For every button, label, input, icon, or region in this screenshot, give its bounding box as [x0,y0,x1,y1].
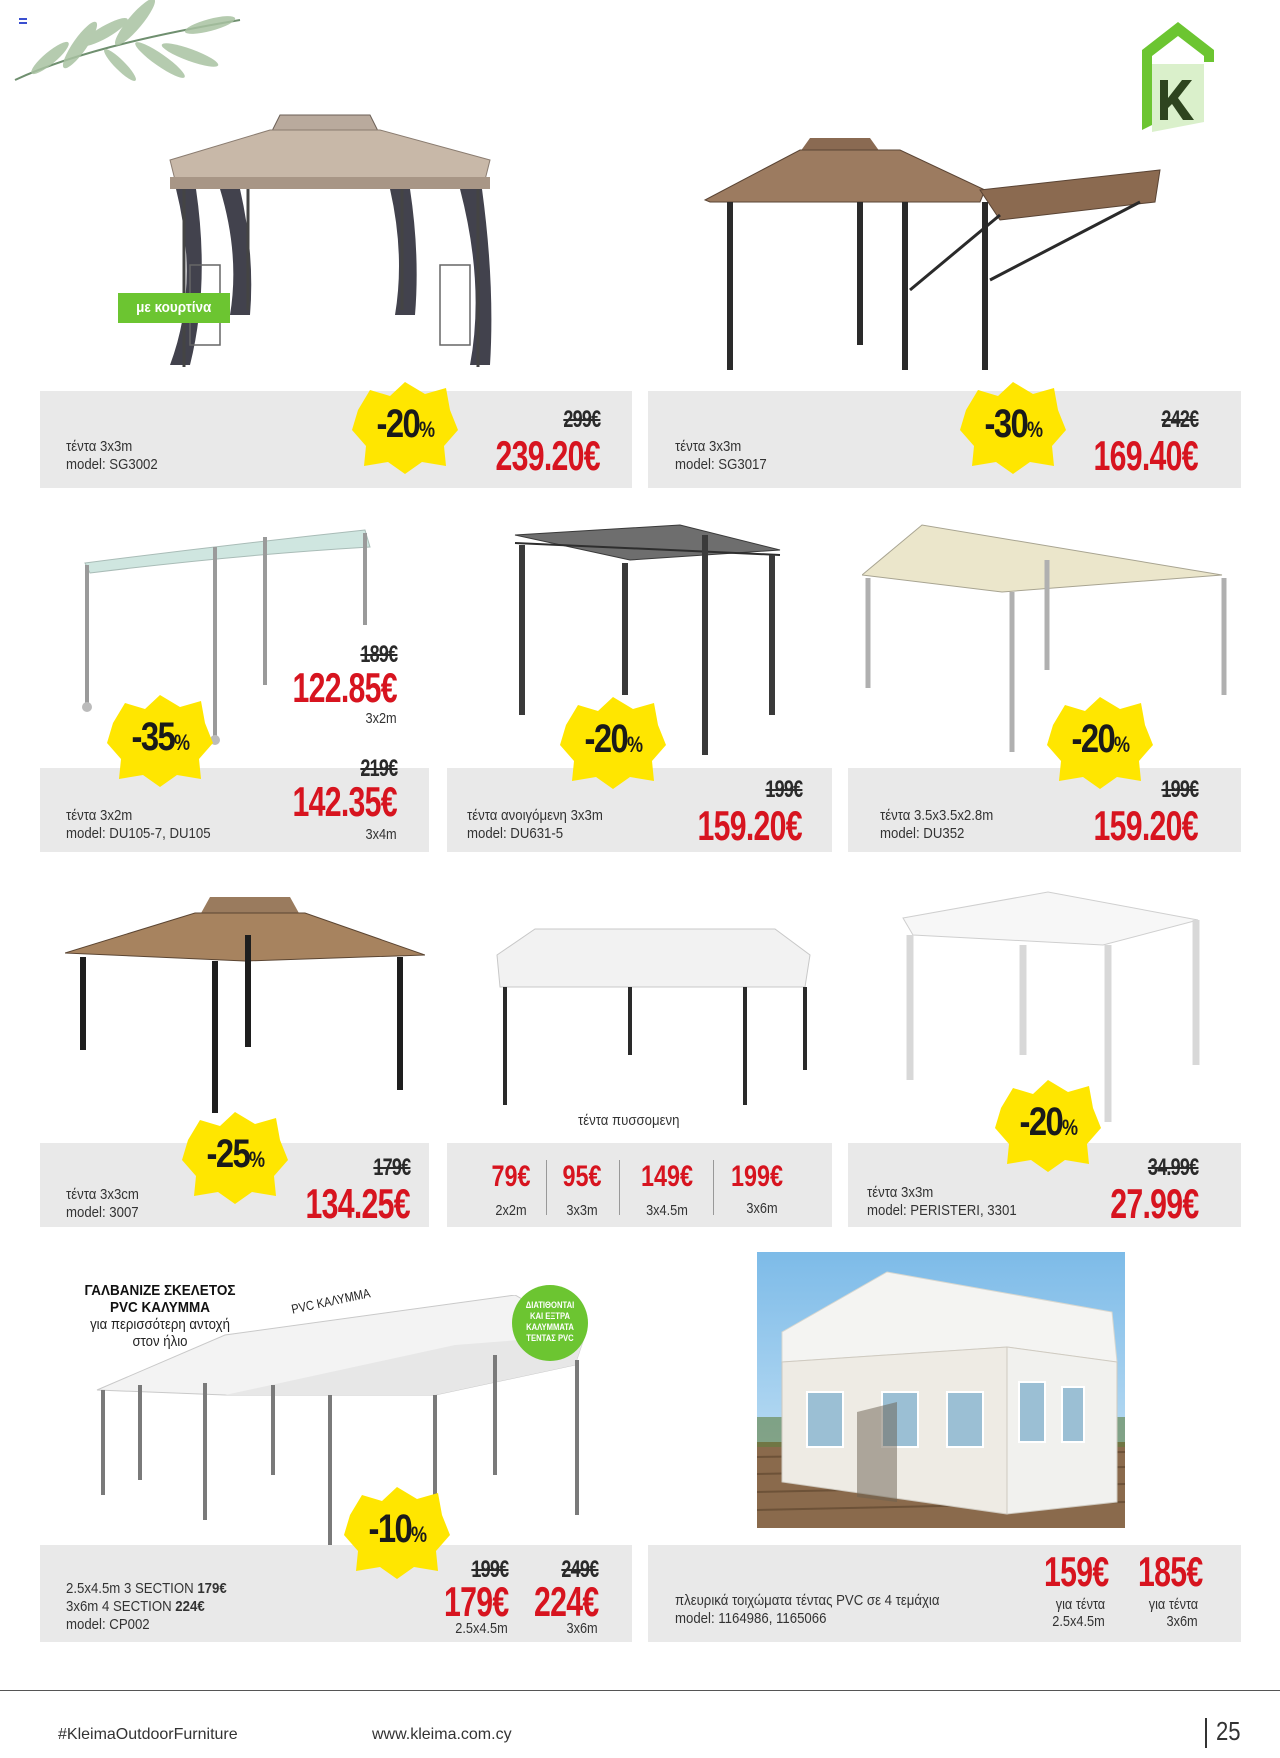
option-size: 3x6m [746,1200,778,1217]
product-desc-line1: τέντα 3x3m [867,1184,934,1201]
product-desc-line1: τέντα ανοιγόμενη 3x3m [467,807,603,824]
old-price: 299€ [562,406,600,433]
extra-covers-badge [512,1285,588,1361]
discount-burst: -25% [180,1110,290,1204]
for-label: για τέντα [1148,1596,1198,1613]
new-price: 224€ [533,1578,598,1625]
badge-line4: ΤΕΝΤΑΣ PVC [526,1333,574,1343]
option-size: 2x2m [495,1202,527,1219]
discount-burst: -20% [350,380,460,474]
folding-tent-title: τέντα πυσσομενη [578,1112,680,1129]
accessory-price: 159€ [1043,1548,1108,1595]
desc-prefix: 2.5x4.5m 3 SECTION [66,1580,198,1597]
product-model: model: SG3017 [675,456,767,473]
feature-line1: ΓΑΛΒΑΝΙΖΕ ΣΚΕΛΕΤΟΣ [84,1282,236,1299]
tent-sidewalls-photo [757,1252,1125,1528]
product-desc-line1: τέντα 3x3cm [66,1186,139,1203]
option-price: 79€ [491,1160,531,1193]
size-label: 3x2m [365,710,397,727]
discount-burst: -30% [958,380,1068,474]
discount-value: -25 [206,1132,250,1176]
product-model: model: SG3002 [66,456,158,473]
page-number-divider [1205,1718,1207,1748]
size-label: 3x4m [365,826,397,843]
gazebo-sg3002-image [140,105,520,370]
gazebo-sg3017-image [700,130,1170,375]
discount-value: -30 [984,402,1028,446]
size-label: 3x6m [566,1620,598,1637]
discount-burst: -35% [105,693,215,787]
footer-website-link[interactable]: www.kleima.com.cy [372,1726,512,1743]
desc-price: 179€ [197,1580,227,1597]
product-model: model: PERISTERI, 3301 [867,1202,1017,1219]
discount-value: -35 [131,715,175,759]
discount-burst: -20% [1045,695,1155,789]
desc-price: 224€ [175,1598,205,1615]
old-price: 179€ [372,1154,410,1181]
leaf-decoration-icon [10,0,250,100]
option-divider [713,1160,714,1215]
discount-value: -10 [368,1507,412,1551]
size-label: 2.5x4.5m [1052,1613,1105,1630]
page-number: 25 [1216,1716,1241,1746]
product-desc-line1: τέντα 3.5x3.5x2.8m [880,807,994,824]
product-model: model: DU631-5 [467,825,564,842]
option-divider [546,1160,547,1215]
product-desc-line1: πλευρικά τοιχώματα τέντας PVC σε 4 τεμάχια [675,1592,940,1609]
new-price: 134.25€ [305,1180,410,1227]
option-size: 3x4.5m [646,1202,688,1219]
footer-hashtag[interactable]: #KleimaOutdoorFurniture [58,1726,238,1743]
discount-burst: -10% [342,1485,452,1579]
old-price: 199€ [1160,776,1198,803]
feature-line3: για περισσότερη αντοχή [90,1316,230,1333]
new-price: 142.35€ [292,778,397,825]
product-model: model: 1164986, 1165066 [675,1610,827,1627]
feature-line4: στον ήλιο [132,1333,188,1350]
size-label: 3x6m [1166,1613,1198,1630]
badge-line3: ΚΑΛΥΜΜΑΤΑ [526,1322,574,1332]
new-price: 159.20€ [1093,802,1198,849]
badge-line2: ΚΑΙ ΕΞΤΡΑ [529,1311,571,1321]
option-size: 3x3m [566,1202,598,1219]
product-model: model: DU352 [880,825,965,842]
old-price: 249€ [560,1556,598,1583]
discount-value: -20 [1019,1100,1063,1144]
kleima-house-logo[interactable] [1138,20,1218,135]
product-desc-line1 [66,1580,227,1598]
product-desc-line2 [66,1598,205,1616]
new-price: 239.20€ [495,432,600,479]
new-price: 159.20€ [697,802,802,849]
badge-line1: ΔΙΑΤΙΘΟΝΤΑΙ [525,1300,575,1310]
option-divider [619,1160,620,1215]
old-price: 199€ [764,776,802,803]
option-price: 95€ [562,1160,602,1193]
desc-prefix: 3x6m 4 SECTION [66,1598,176,1615]
new-price: 179€ [443,1578,508,1625]
product-model: model: DU105-7, DU105 [66,825,211,842]
old-price: 242€ [1160,406,1198,433]
roof-label: PVC ΚΑΛΥΜΜΑ [290,1285,372,1317]
product-desc-line1: τέντα 3x2m [66,807,133,824]
size-label: 2.5x4.5m [455,1620,508,1637]
discount-value: -20 [1071,717,1115,761]
old-price: 219€ [359,755,397,782]
product-desc-line1: τέντα 3x3m [675,438,742,455]
old-price: 199€ [470,1556,508,1583]
new-price: 122.85€ [292,664,397,711]
curtain-badge [118,293,230,323]
for-label: για τέντα [1055,1596,1105,1613]
product-model: model: 3007 [66,1204,139,1221]
product-model: model: CP002 [66,1616,150,1633]
product-desc-line1: τέντα 3x3m [66,438,133,455]
old-price: 34.99€ [1147,1154,1198,1181]
discount-burst: -20% [558,695,668,789]
discount-value: -20 [584,717,628,761]
accessory-price: 185€ [1137,1548,1202,1595]
folding-tent-image [495,925,815,1110]
new-price: 169.40€ [1093,432,1198,479]
old-price: 189€ [359,641,397,668]
curtain-badge-label: με κουρτίνα [136,299,212,316]
discount-value: -20 [376,402,420,446]
feature-line2: PVC ΚΑΛΥΜΜΑ [109,1299,211,1316]
gazebo-3007-image [65,895,425,1115]
option-price: 149€ [640,1160,694,1193]
discount-burst: -20% [993,1078,1103,1172]
new-price: 27.99€ [1109,1180,1198,1227]
footer-divider [0,1690,1280,1691]
option-price: 199€ [730,1160,784,1193]
